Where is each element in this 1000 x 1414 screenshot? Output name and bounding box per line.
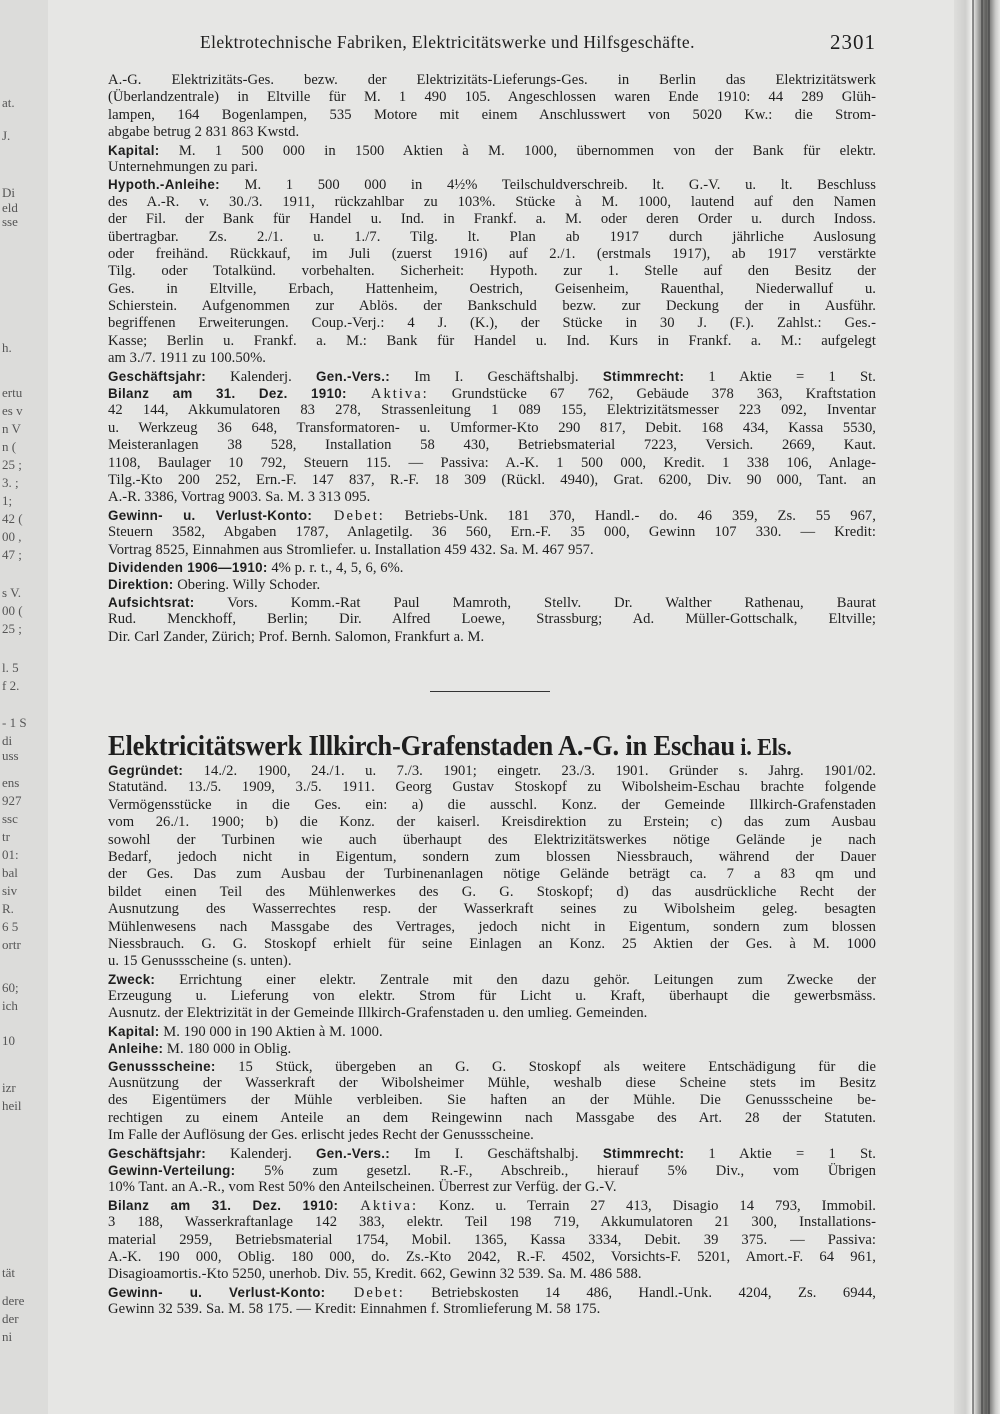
field-text: Erzeugung u. Lieferung von elektr. Strom für Licht u. Kraft, überhaupt die gewerbsmäss. bbox=[108, 988, 876, 1005]
margin-fragment: izr bbox=[2, 1080, 16, 1095]
margin-fragment: 1; bbox=[2, 493, 13, 508]
field-text: Vortrag 8525, Einnahmen aus Stromliefer. u. Installation 459 432. Sa. M. 467 957. bbox=[108, 541, 594, 558]
field-text: material 2959, Betriebsmaterial 1754, Mobil. 1365, Kassa 3334, Debit. 39 375. — Passiva: bbox=[108, 1231, 876, 1248]
margin-fragment: n ( bbox=[2, 439, 17, 454]
text-line bbox=[108, 988, 876, 1005]
margin-fragment: heil bbox=[2, 1098, 22, 1113]
margin-fragment: 01: bbox=[2, 847, 19, 862]
field-text: Tilg. oder Totalkünd. vorbehalten. Sicherheit: Hypoth. zur 1. Stelle auf den Besitz der bbox=[108, 263, 876, 280]
field-label: Stimmrecht: bbox=[602, 1145, 685, 1161]
page-content bbox=[108, 0, 876, 1414]
field-label: Kapital: bbox=[108, 142, 160, 158]
field-text: übertragbar. Zs. 2./1. u. 1./7. Tilg. lt. Plan ab 1917 durch jährliche Auslosung bbox=[108, 228, 876, 245]
field-text: A.-R. 3386, Vortrag 9003. Sa. M. 3 313 095. bbox=[108, 489, 371, 506]
margin-fragment: 60; bbox=[2, 980, 19, 995]
field-text: abgabe betrug 2 831 863 Kwstd. bbox=[108, 124, 300, 141]
text-line bbox=[108, 1249, 876, 1266]
field-text: Im Falle der Auflösung der Ges. erlischt jedes Recht der Genussscheine. bbox=[108, 1127, 534, 1144]
text-line bbox=[108, 542, 876, 559]
text-line bbox=[108, 402, 876, 419]
text-line bbox=[108, 953, 876, 970]
field-label: Anleihe: bbox=[108, 1041, 164, 1057]
field-label: Dividenden 1906—1910: bbox=[108, 559, 268, 575]
book-binding-edge bbox=[954, 0, 1000, 1414]
text-line bbox=[108, 124, 876, 141]
margin-fragment: 6 5 bbox=[2, 919, 19, 934]
margin-fragment: ens bbox=[2, 775, 20, 790]
text-line bbox=[108, 437, 876, 454]
margin-fragment: l. 5 bbox=[2, 660, 19, 675]
text-line bbox=[108, 1232, 876, 1249]
field-text: A.-K. 190 000, Oblig. 180 000, do. Zs.-Kto 2042, R.-F. 4502, Vorsichts-F. 5201, Amort.-F. 64 961, bbox=[108, 1248, 876, 1265]
field-text: Rud. Menckhoff, Berlin; Dir. Alfred Loewe, Strassburg; Ad. Müller-Gottschalk, Eltville; bbox=[108, 611, 876, 628]
margin-fragment: dere bbox=[2, 1293, 25, 1308]
field-text: M. 180 000 in Oblig. bbox=[163, 1041, 292, 1058]
text-line bbox=[108, 1179, 876, 1196]
text-line bbox=[108, 1127, 876, 1144]
text-line bbox=[108, 1005, 876, 1022]
text-line bbox=[108, 849, 876, 866]
entry-eltville bbox=[108, 72, 876, 646]
field-text: Errichtung einer elektr. Zentrale mit den dazu gehör. Leitungen zum Zwecke der bbox=[155, 971, 876, 988]
field-label: Gewinn- u. Verlust-Konto: bbox=[108, 507, 313, 523]
text-line bbox=[108, 420, 876, 437]
margin-fragment: es v bbox=[2, 403, 23, 418]
text-line bbox=[108, 779, 876, 796]
field-label: Stimmrecht: bbox=[602, 368, 685, 384]
field-text: begriffenen Erweiterungen. Coup.-Verj.: 4 J. (K.), der Stücke in 30 J. (F.). Zahlst.: Ges.- bbox=[108, 315, 876, 332]
text-line bbox=[108, 1023, 876, 1040]
field-text: Mühlenwesens nach Massgabe des Vertrages, jedoch nicht in Eigentum, sondern zum blossen bbox=[108, 918, 876, 935]
margin-fragment: tr bbox=[2, 829, 10, 844]
field-text: Bedarf, jedoch nicht in Eigentum, sondern zum blossen Niessbrauch, während der Dauer bbox=[108, 848, 876, 865]
entry-heading-suffix: i. Els. bbox=[734, 735, 792, 761]
margin-fragment: ertu bbox=[2, 385, 23, 400]
text-line bbox=[108, 315, 876, 332]
text-line bbox=[108, 368, 876, 385]
field-label: Bilanz am 31. Dez. 1910: bbox=[108, 386, 347, 402]
page-number: 2301 bbox=[830, 30, 876, 54]
field-label: Zweck: bbox=[108, 971, 156, 987]
field-text: 1108, Baulager 10 792, Steuern 115. — Passiva: A.-K. 1 500 000, Kredit. 1 338 106, Anlage- bbox=[108, 454, 876, 471]
text-line bbox=[108, 1162, 876, 1179]
field-text: Gewinn 32 539. Sa. M. 58 175. — Kredit: Einnahmen f. Stromlieferung M. 58 175. bbox=[108, 1301, 601, 1318]
text-line bbox=[108, 559, 876, 576]
field-text: Kasse; Berlin u. Frankf. a. M.: Bank für Handel u. Ind. Kurs in Frankf. a. M.: aufgelegt bbox=[108, 332, 876, 349]
margin-fragment: n V bbox=[2, 421, 21, 436]
text-line bbox=[108, 1040, 876, 1057]
field-text: Betriebskosten 14 486, Handl.-Unk. 4204, Zs. 6944, bbox=[404, 1284, 876, 1301]
text-line bbox=[108, 333, 876, 350]
margin-fragment: der bbox=[2, 1311, 19, 1326]
field-text: Steuern 3582, Abgaben 1787, Anlagetilg. 36 560, Ern.-F. 35 000, Gewinn 107 330. — Kredit: bbox=[108, 524, 876, 541]
margin-fragment: at. bbox=[2, 95, 15, 110]
field-label: Geschäftsjahr: bbox=[108, 368, 206, 384]
spaced-label: Aktiva: bbox=[346, 386, 429, 403]
header-title: Elektrotechnische Fabriken, Elektricitätswerke und Hilfsgeschäfte. bbox=[200, 32, 695, 52]
field-text: lampen, 164 Bogenlampen, 535 Motore mit einem Anschlusswert von 5020 Kw.: die Strom- bbox=[108, 106, 876, 123]
field-text: 3 188, Wasserkraftanlage 142 383, elektr. Teil 198 719, Akkumulatoren 21 300, Installations- bbox=[108, 1214, 876, 1231]
field-text: Dir. Carl Zander, Zürich; Prof. Bernh. Salomon, Frankfurt a. M. bbox=[108, 628, 485, 645]
entry-illkirch bbox=[108, 762, 876, 1319]
text-line bbox=[108, 263, 876, 280]
text-line bbox=[108, 211, 876, 228]
field-label: Gen.-Vers.: bbox=[316, 1145, 391, 1161]
field-text: u. Werkzeug 36 648, Transformatoren- u. Umformer-Kto 290 817, Debit. 168 434, Kassa 5530, bbox=[108, 419, 876, 436]
field-text: Statutänd. 13./5. 1909, 3./5. 1911. Georg Gustav Stoskopf zu Wibolsheim-Eschau brachte folgende bbox=[108, 779, 876, 796]
field-text: Disagioamortis.-Kto 5250, unerhob. Div. 55, Kredit. 662, Gewinn 32 539. Sa. M. 486 588. bbox=[108, 1266, 642, 1283]
field-text: Kalenderj. bbox=[205, 1145, 317, 1162]
text-line bbox=[108, 576, 876, 593]
field-text: M. 1 500 000 in 1500 Aktien à M. 1000, übernommen von der Bank für elektr. bbox=[159, 142, 876, 159]
field-text: Kalenderj. bbox=[205, 368, 317, 385]
text-line bbox=[108, 89, 876, 106]
margin-fragment: uss bbox=[2, 748, 19, 763]
text-line bbox=[108, 884, 876, 901]
entry-heading bbox=[108, 730, 822, 765]
text-line bbox=[108, 629, 876, 646]
text-line bbox=[108, 762, 876, 779]
field-text: Obering. Willy Schoder. bbox=[173, 577, 321, 594]
field-text: sowohl der Turbinen wie auch überhaupt des Elektrizitätswerkes nötige Gelände je nach bbox=[108, 831, 876, 848]
text-line bbox=[108, 1075, 876, 1092]
text-line bbox=[108, 901, 876, 918]
margin-fragment: 25 ; bbox=[2, 457, 22, 472]
margin-fragment: 42 ( bbox=[2, 511, 23, 526]
text-line bbox=[108, 472, 876, 489]
field-text: Grundstücke 67 762, Gebäude 378 363, Kraftstation bbox=[428, 386, 876, 403]
text-line bbox=[108, 1145, 876, 1162]
text-line bbox=[108, 194, 876, 211]
field-text: Unternehmungen zu pari. bbox=[108, 158, 258, 175]
text-line bbox=[108, 281, 876, 298]
field-label: Bilanz am 31. Dez. 1910: bbox=[108, 1197, 339, 1213]
text-line bbox=[108, 866, 876, 883]
field-text: der Ges. Das zum Ausbau der Turbinenanlagen nötige Gelände beträgt ca. 7 a 83 qm und bbox=[108, 866, 876, 883]
margin-fragment: Di bbox=[2, 185, 15, 200]
field-text: 10% Tant. an A.-R., vom Rest 50% den Anteilscheinen. Überrest zur Verfüg. der G.-V. bbox=[108, 1179, 617, 1196]
text-line bbox=[108, 936, 876, 953]
text-line bbox=[108, 142, 876, 159]
field-label: Kapital: bbox=[108, 1023, 160, 1039]
text-line bbox=[108, 107, 876, 124]
margin-fragment: J. bbox=[2, 128, 11, 143]
text-line bbox=[108, 1092, 876, 1109]
margin-fragment: ssc bbox=[2, 811, 18, 826]
field-text: Tilg.-Kto 200 252, Ern.-F. 147 837, R.-F. 18 309 (Rückl. 4940), Grat. 6200, Div. 90 000, Tant. an bbox=[108, 471, 876, 488]
field-text: Schierstein. Aufgenommen zur Ablös. der Bankschuld bezw. zur Deckung der in Ausführ. bbox=[108, 298, 876, 315]
entry-heading-main: Elektricitätswerk Illkirch-Grafenstaden A.-G. in Eschau bbox=[108, 731, 735, 762]
field-text: 4% p. r. t., 4, 5, 6, 6%. bbox=[267, 559, 404, 576]
field-text: bildet einen Teil des Mühlenwerkes des G. G. Stoskopf; d) das ausdrückliche Recht der bbox=[108, 883, 876, 900]
text-line bbox=[108, 350, 876, 367]
margin-fragment: siv bbox=[2, 883, 18, 898]
section-divider bbox=[430, 691, 550, 692]
left-margin-bleed bbox=[0, 0, 48, 1414]
text-line bbox=[108, 1214, 876, 1231]
margin-fragment: tät bbox=[2, 1265, 15, 1280]
field-text: Niessbrauch. G. G. Stoskopf erhielt für seine Einlagen an Konz. 25 Aktien der Ges. à M. 1000 bbox=[108, 935, 876, 952]
field-label: Gewinn-Verteilung: bbox=[108, 1162, 236, 1178]
field-text: Ges. in Eltville, Erbach, Hattenheim, Oestrich, Geisenheim, Rauenthal, Niederwalluf u. bbox=[108, 280, 876, 297]
margin-fragment: sse bbox=[2, 214, 18, 229]
field-label: Aufsichtsrat: bbox=[108, 594, 195, 610]
margin-fragment: 3. ; bbox=[2, 475, 19, 490]
field-text: u. 15 Genussscheine (s. unten). bbox=[108, 953, 292, 970]
spaced-label: Aktiva: bbox=[338, 1197, 419, 1214]
margin-fragment: R. bbox=[2, 901, 14, 916]
field-text: 15 Stück, übergeben an G. G. Stoskopf als weitere Entschädigung für die bbox=[215, 1058, 876, 1075]
field-label: Genussscheine: bbox=[108, 1058, 216, 1074]
field-text: Meisteranlagen 38 528, Installation 58 430, Betriebsmaterial 7223, Versich. 2669, Kaut. bbox=[108, 437, 876, 454]
text-line bbox=[108, 797, 876, 814]
margin-fragment: 47 ; bbox=[2, 547, 22, 562]
margin-fragment: - 1 S bbox=[2, 715, 27, 730]
text-line bbox=[108, 594, 876, 611]
text-line bbox=[108, 1197, 876, 1214]
field-text: oder freihänd. Rückkauf, im Juli (zuerst 1916) auf 2./1. (erstmals 1917), ab 1917 verstärkte bbox=[108, 245, 876, 262]
text-line bbox=[108, 159, 876, 176]
text-line bbox=[108, 971, 876, 988]
field-label: Gen.-Vers.: bbox=[316, 368, 391, 384]
margin-fragment: ni bbox=[2, 1329, 13, 1344]
field-text: 1 Aktie = 1 St. bbox=[684, 368, 876, 385]
margin-fragment: 10 bbox=[2, 1033, 15, 1048]
field-text: des A.-R. v. 30./3. 1911, rückzahlbar zu 103%. Stücke à M. 1000, lautend auf den Namen bbox=[108, 193, 876, 210]
field-text: am 3./7. 1911 zu 100.50%. bbox=[108, 350, 266, 367]
field-text: Vermögensstücke in die Ges. ein: a) die ausschl. Konz. der Gemeinde Illkirch-Grafenstaden bbox=[108, 796, 876, 813]
text-line bbox=[108, 1284, 876, 1301]
text-line bbox=[108, 524, 876, 541]
field-text: M. 190 000 in 190 Aktien à M. 1000. bbox=[159, 1023, 383, 1040]
field-text: Ausnützung der Wasserkraft der Wibolsheimer Mühle, weshalb diese Scheine stets im Besitz bbox=[108, 1075, 876, 1092]
running-header bbox=[108, 32, 876, 56]
field-text: der Fil. der Bank für Handel u. Ind. in Frankf. a. M. oder deren Order u. durch Indoss. bbox=[108, 211, 876, 228]
text-line bbox=[108, 246, 876, 263]
margin-fragment: 25 ; bbox=[2, 621, 22, 636]
field-text: 14./2. 1900, 24./1. u. 7./3. 1901; eingetr. 23./3. 1901. Gründer s. Jahrg. 1901/02. bbox=[183, 763, 876, 779]
field-label: Hypoth.-Anleihe: bbox=[108, 177, 220, 193]
margin-fragment: bal bbox=[2, 865, 18, 880]
field-text: Im I. Geschäftshalbj. bbox=[390, 368, 603, 385]
field-label: Direktion: bbox=[108, 577, 174, 593]
field-text: Betriebs-Unk. 181 370, Handl.- do. 46 359, Zs. 55 967, bbox=[384, 507, 876, 524]
margin-fragment: 00 ( bbox=[2, 603, 23, 618]
text-line bbox=[108, 1266, 876, 1283]
text-line bbox=[108, 919, 876, 936]
field-text: Konz. u. Terrain 27 413, Disagio 14 793, Immobil. bbox=[418, 1197, 876, 1214]
text-line bbox=[108, 1110, 876, 1127]
text-line bbox=[108, 507, 876, 524]
margin-fragment: 927 bbox=[2, 793, 22, 808]
field-text: Ausnutzung des Wasserrechtes resp. der Wasserkraft seines zu Wibolsheim geleg. besagten bbox=[108, 901, 876, 918]
text-line bbox=[108, 385, 876, 402]
margin-fragment: f 2. bbox=[2, 678, 20, 693]
field-text: 1 Aktie = 1 St. bbox=[684, 1145, 876, 1162]
field-text: M. 1 500 000 in 4½% Teilschuldverschreib. lt. G.-V. u. lt. Beschluss bbox=[219, 177, 876, 194]
margin-fragment: di bbox=[2, 733, 13, 748]
field-text: (Überlandzentrale) in Eltville für M. 1 490 105. Angeschlossen waren Ende 1910: 44 289 Glüh- bbox=[108, 89, 876, 106]
text-line bbox=[108, 814, 876, 831]
field-text: Ausnutz. der Elektrizität in der Gemeinde Illkirch-Grafenstaden u. den umlieg. Gemeinden. bbox=[108, 1005, 648, 1022]
margin-fragment: 00 , bbox=[2, 529, 22, 544]
field-text: Vors. Komm.-Rat Paul Mamroth, Stellv. Dr. Walther Rathenau, Baurat bbox=[194, 594, 876, 611]
text-line bbox=[108, 832, 876, 849]
margin-fragment: ortr bbox=[2, 937, 21, 952]
field-text: 5% zum gesetzl. R.-F., Abschreib., hierauf 5% Div., vom Übrigen bbox=[235, 1162, 876, 1179]
field-text: A.-G. Elektrizitäts-Ges. bezw. der Elektrizitäts-Lieferungs-Ges. in Berlin das Elektrizitätswerk bbox=[108, 72, 876, 88]
field-text: 42 144, Akkumulatoren 83 278, Strassenleitung 1 089 155, Elektrizitätsmesser 223 092, Inventar bbox=[108, 402, 876, 419]
text-line bbox=[108, 298, 876, 315]
field-text: Im I. Geschäftshalbj. bbox=[390, 1145, 603, 1162]
text-line bbox=[108, 455, 876, 472]
spaced-label: Debet: bbox=[325, 1284, 405, 1301]
text-line bbox=[108, 1058, 876, 1075]
spaced-label: Debet: bbox=[312, 507, 385, 524]
margin-fragment: ich bbox=[2, 998, 18, 1013]
field-text: vom 26./1. 1900; b) die Konz. der kaiserl. Kreisdirektion zu Erstein; c) das zum Ausbau bbox=[108, 814, 876, 831]
text-line bbox=[108, 489, 876, 506]
text-line bbox=[108, 611, 876, 628]
margin-fragment: h. bbox=[2, 340, 12, 355]
text-line bbox=[108, 1301, 876, 1318]
text-line bbox=[108, 72, 876, 89]
margin-fragment: eld bbox=[2, 200, 18, 215]
margin-fragment: s V. bbox=[2, 585, 22, 600]
field-text: des Eigentümers der Mühle verbleiben. Sie haften an der Mühle. Die Genussscheine be- bbox=[108, 1092, 876, 1109]
text-line bbox=[108, 229, 876, 246]
field-label: Gewinn- u. Verlust-Konto: bbox=[108, 1284, 326, 1300]
field-text: rechtigen zu einem Anteile an dem Reingewinn nach Massgabe des Art. 28 der Statuten. bbox=[108, 1109, 876, 1126]
text-line bbox=[108, 176, 876, 193]
field-label: Geschäftsjahr: bbox=[108, 1145, 206, 1161]
field-label: Gegründet: bbox=[108, 763, 184, 778]
